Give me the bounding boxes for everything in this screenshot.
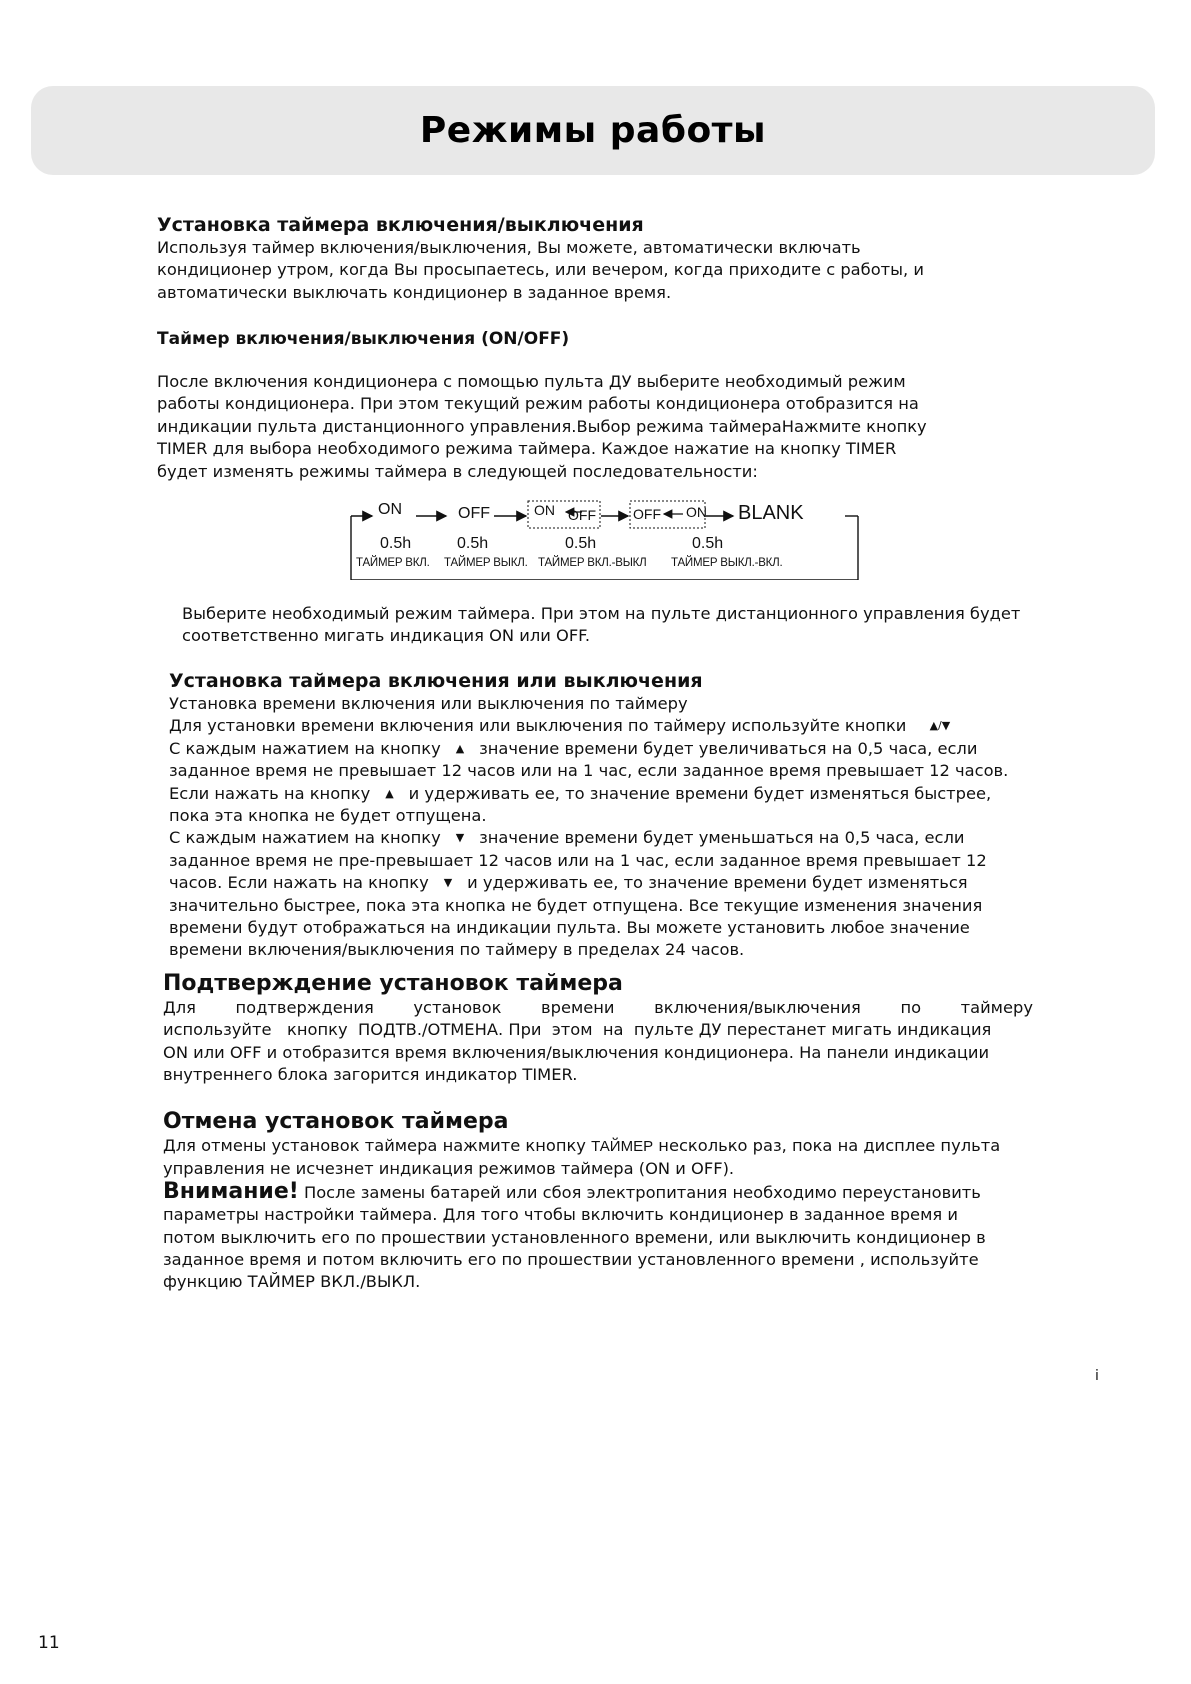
mode-label: ТАЙМЕР ВКЛ.	[356, 557, 430, 569]
paragraph-line: времени будут отображаться на индикации пульта. Вы можете установить любое значение	[169, 918, 970, 938]
mode-label: ТАЙМЕР ВЫКЛ.-ВКЛ.	[671, 557, 783, 569]
title-banner	[31, 86, 1155, 175]
word: времени	[541, 998, 615, 1017]
text-run: Если нажать на кнопку	[169, 783, 371, 803]
up-down-arrows-icon: ▲/▼	[929, 719, 951, 733]
paragraph-line	[163, 1135, 1000, 1158]
seq-off-combo: OFF	[568, 507, 596, 523]
paragraph-line: внутреннего блока загорится индикатор TIMER.	[163, 1065, 578, 1085]
text-run: С каждым нажатием на кнопку	[169, 828, 441, 848]
paragraph-line: значительно быстрее, пока эта кнопка не будет отпущена. Все текущие изменения значения	[169, 895, 983, 915]
page-number: 11	[38, 1633, 60, 1653]
text-run: После замены батарей или сбоя электропитания необходимо переустановить	[303, 1182, 981, 1202]
paragraph-line: Используя таймер включения/выключения, Вы можете, автоматически включать	[157, 238, 861, 257]
text-run: Для установки времени включения или выключения по таймеру используйте кнопки	[169, 716, 907, 736]
margin-marker: i	[1095, 1368, 1099, 1384]
mode-label: ТАЙМЕР ВКЛ.-ВЫКЛ	[538, 557, 647, 569]
paragraph-line: используйте кнопку ПОДТВ./ОТМЕНА. При этом на пульте ДУ перестанет мигать индикация	[163, 1020, 992, 1040]
section-timer-setup	[157, 213, 924, 304]
word: по	[900, 998, 922, 1017]
duration-label: 0.5h	[692, 535, 724, 552]
seq-off: OFF	[458, 505, 490, 522]
paragraph-line: Выберите необходимый режим таймера. При этом на пульте дистанционного управления будет	[182, 604, 1021, 623]
paragraph-line: заданное время не пре-превышает 12 часов или на 1 час, если заданное время превышает 12	[169, 850, 987, 870]
paragraph-line: индикации пульта дистанционного управления.Выбор режима таймераНажмите кнопку	[157, 416, 927, 436]
seq-off-combo2: OFF	[633, 506, 661, 522]
paragraph-line	[169, 827, 1008, 849]
section-confirm-timer	[163, 970, 1033, 1087]
section-set-on-or-off	[169, 669, 1008, 962]
section-select-mode	[182, 603, 1020, 648]
section-heading: Отмена установок таймера	[163, 1109, 509, 1134]
paragraph-line: TIMER для выбора необходимого режима таймера. Каждое нажатие на кнопку TIMER	[157, 439, 897, 459]
paragraph-line: После включения кондиционера с помощью пульта ДУ выберите необходимый режим	[157, 372, 906, 391]
paragraph-line	[169, 783, 1008, 805]
seq-on: ON	[378, 501, 402, 518]
up-arrow-icon: ▲	[385, 786, 394, 800]
mode-label: ТАЙМЕР ВЫКЛ.	[444, 557, 528, 569]
paragraph-line: пока эта кнопка не будет отпущена.	[169, 806, 487, 826]
paragraph-line: потом выключить его по прошествии установленного времени, или выключить кондиционер в	[163, 1227, 986, 1247]
paragraph-line: функцию ТАЙМЕР ВКЛ./ВЫКЛ.	[163, 1272, 421, 1292]
up-arrow-icon: ▲	[455, 741, 465, 755]
paragraph-line: управления не исчезнет индикация режимов таймера (ON и OFF).	[163, 1159, 735, 1179]
text-run: С каждым нажатием на кнопку	[169, 738, 441, 758]
word: установок	[413, 998, 502, 1017]
paragraph-line	[169, 872, 1008, 894]
section-heading: Установка таймера включения/выключения	[157, 214, 644, 236]
text-run: Для отмены установок таймера нажмите кнопку	[163, 1136, 586, 1155]
word: таймеру	[960, 998, 1033, 1017]
section-cancel-timer	[163, 1108, 1000, 1294]
paragraph-line	[163, 1178, 1000, 1204]
paragraph-line	[169, 715, 1008, 737]
paragraph-line: параметры настройки таймера. Для того чтобы включить кондиционер в заданное время и	[163, 1205, 958, 1225]
seq-on-combo: ON	[534, 502, 555, 518]
seq-on-combo2: ON	[686, 504, 707, 520]
section-heading: Установка таймера включения или выключения	[169, 670, 703, 692]
timer-sequence-diagram	[350, 498, 860, 580]
paragraph-line-justified	[163, 997, 1033, 1019]
section-on-off-timer	[157, 328, 569, 350]
text-run: несколько раз, пока на дисплее пульта	[658, 1136, 1001, 1155]
section-heading: Подтверждение установок таймера	[163, 971, 623, 996]
warning-label: Внимание!	[163, 1178, 299, 1204]
paragraph-line: времени включения/выключения по таймеру в пределах 24 часов.	[169, 940, 745, 960]
duration-label: 0.5h	[380, 535, 412, 552]
paragraph-line	[169, 738, 1008, 760]
paragraph-line: автоматически выключать кондиционер в заданное время.	[157, 282, 672, 302]
paragraph-line: ON или OFF и отобразится время включения/выключения кондиционера. На панели индикации	[163, 1042, 990, 1062]
paragraph-line: будет изменять режимы таймера в следующей последовательности:	[157, 461, 758, 481]
down-arrow-icon: ▼	[455, 831, 465, 845]
text-run: значение времени будет уменьшаться на 0,5 часа, если	[479, 828, 965, 848]
section-on-off-text	[157, 371, 927, 483]
text-run: часов. Если нажать на кнопку	[169, 873, 429, 893]
timer-button-name: ТАЙМЕР	[591, 1138, 654, 1155]
word: подтверждения	[235, 998, 374, 1017]
paragraph-line: кондиционер утром, когда Вы просыпаетесь, или вечером, когда приходите с работы, и	[157, 260, 924, 280]
text-run: значение времени будет увеличиваться на 0,5 часа, если	[479, 738, 978, 758]
duration-label: 0.5h	[457, 535, 489, 552]
paragraph-line: заданное время не превышает 12 часов или на 1 час, если заданное время превышает 12 часов.	[169, 761, 1009, 781]
paragraph-line: заданное время и потом включить его по прошествии установленного времени , используйте	[163, 1250, 979, 1270]
seq-blank: BLANK	[738, 502, 804, 524]
paragraph-line: Установка времени включения или выключения по таймеру	[169, 694, 688, 713]
page-title: Режимы работы	[419, 110, 767, 151]
duration-label: 0.5h	[565, 535, 597, 552]
down-arrow-icon: ▼	[443, 876, 453, 890]
text-run: и удерживать ее, то значение времени будет изменяться быстрее,	[408, 783, 992, 803]
section-subheading: Таймер включения/выключения (ON/OFF)	[157, 329, 570, 349]
word: Для	[163, 998, 196, 1017]
paragraph-line: соответственно мигать индикация ON или OFF.	[182, 626, 591, 646]
word: включения/выключения	[654, 998, 861, 1017]
text-run: и удерживать ее, то значение времени будет изменяться	[467, 873, 968, 893]
paragraph-line: работы кондиционера. При этом текущий режим работы кондиционера отобразится на	[157, 394, 919, 414]
